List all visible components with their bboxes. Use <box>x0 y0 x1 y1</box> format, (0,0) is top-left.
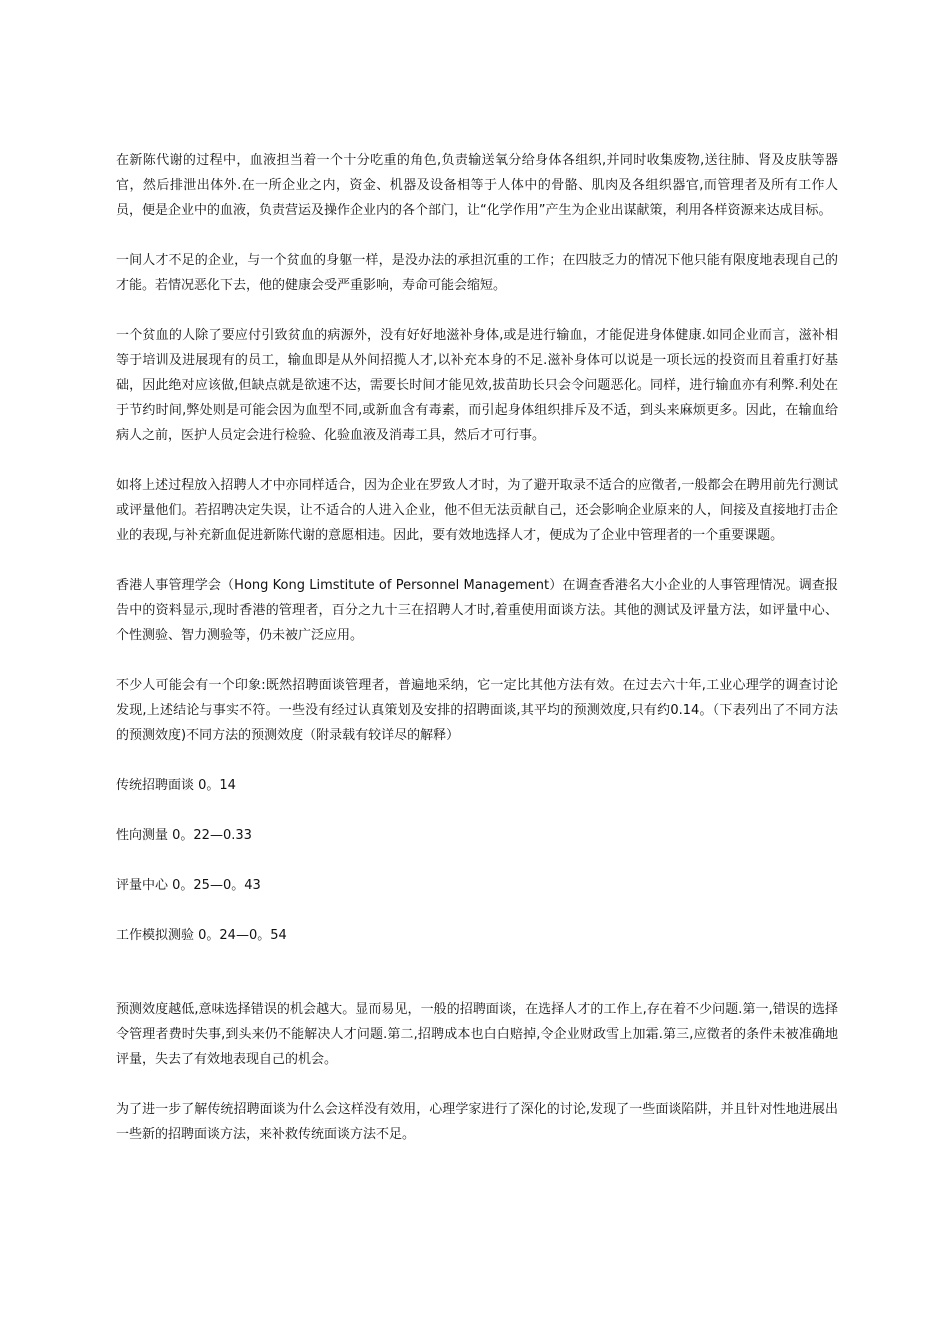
validity-item-aptitude: 性向测量 0。22—0.33 <box>116 828 252 843</box>
paragraph-validity-intro: 不少人可能会有一个印象:既然招聘面谈管理者，普遍地采纳，它一定比其他方法有效。在过去六十年,工业心理学的调查讨论发现,上述结论与事实不符。一些没有经过认真策划及安排的招聘面谈,其平均的预测效度,只有约0.14。（下表列出了不同方法的预测效度)不同方法的预测效度（附录载有较详尽的解释） <box>116 678 838 743</box>
paragraph-transfusion: 一个贫血的人除了要应付引致贫血的病源外，没有好好地滋补身体,或是进行输血，才能促进身体健康.如同企业而言，滋补相等于培训及进展现有的员工，输血即是从外间招揽人才,以补充本身的不足.滋补身体可以说是一项长远的投资而且着重打好基础，因此绝对应该做,但缺点就是欲速不达，需要长时间才能见效,拔苗助长只会令问题恶化。同样，进行输血亦有利弊.利处在于节约时间,弊处则是可能会因为血型不同,或新血含有毒素，而引起身体组织排斥及不适，到头来麻烦更多。因此，在输血给病人之前，医护人员定会进行检验、化验血液及消毒工具，然后才可行事。 <box>116 328 838 443</box>
paragraph-recruitment: 如将上述过程放入招聘人才中亦同样适合，因为企业在罗致人才时，为了避开取录不适合的应徵者,一般都会在聘用前先行测试或评量他们。若招聘决定失误，让不适合的人进入企业，他不但无法贡献自己，还会影响企业原来的人，间接及直接地打击企业的表现,与补充新血促进新陈代谢的意愿相违。因此，要有效地选择人才，便成为了企业中管理者的一个重要课题。 <box>116 478 838 543</box>
validity-item-work-simulation: 工作模拟测验 0。24—0。54 <box>116 928 287 943</box>
document-body <box>116 148 838 1172</box>
paragraph-survey: 香港人事管理学会（Hong Kong Limstitute of Personnel Management）在调查香港名大小企业的人事管理情况。调查报告中的资料显示,现时香港的管理者，百分之九十三在招聘人才时,着重使用面谈方法。其他的测试及评量方法，如评量中心、个性测验、智力测验等，仍未被广泛应用。 <box>116 578 838 643</box>
paragraph-low-validity: 预测效度越低,意味选择错误的机会越大。显而易见，一般的招聘面谈，在选择人才的工作上,存在着不少问题.第一,错误的选择令管理者费时失事,到头来仍不能解决人才问题.第二,招聘成本也白白赔掉,令企业财政雪上加霜.第三,应徵者的条件未被准确地评量，失去了有效地表现自己的机会。 <box>116 1002 838 1067</box>
spacer <box>116 973 838 997</box>
paragraph-metabolism: 在新陈代谢的过程中，血液担当着一个十分吃重的角色,负责输送氧分给身体各组织,并同时收集废物,送往肺、肾及皮肤等器官，然后排泄出体外.在一所企业之内，资金、机器及设备相等于人体中的骨骼、肌肉及各组织器官,而管理者及所有工作人员，便是企业中的血液，负责营运及操作企业内的各个部门，让“化学作用”产生为企业出谋献策，利用各样资源来达成目标。 <box>116 153 838 218</box>
paragraph-further-study: 为了进一步了解传统招聘面谈为什么会这样没有效用，心理学家进行了深化的讨论,发现了一些面谈陷阱，并且针对性地进展出一些新的招聘面谈方法，来补救传统面谈方法不足。 <box>116 1102 838 1142</box>
paragraph-anemia: 一间人才不足的企业，与一个贫血的身躯一样，是没办法的承担沉重的工作；在四肢乏力的情况下他只能有限度地表现自己的才能。若情况恶化下去，他的健康会受严重影响，寿命可能会缩短。 <box>116 253 838 293</box>
validity-item-interview: 传统招聘面谈 0。14 <box>116 778 236 793</box>
validity-list <box>116 773 838 948</box>
validity-item-assessment-center: 评量中心 0。25—0。43 <box>116 878 261 893</box>
